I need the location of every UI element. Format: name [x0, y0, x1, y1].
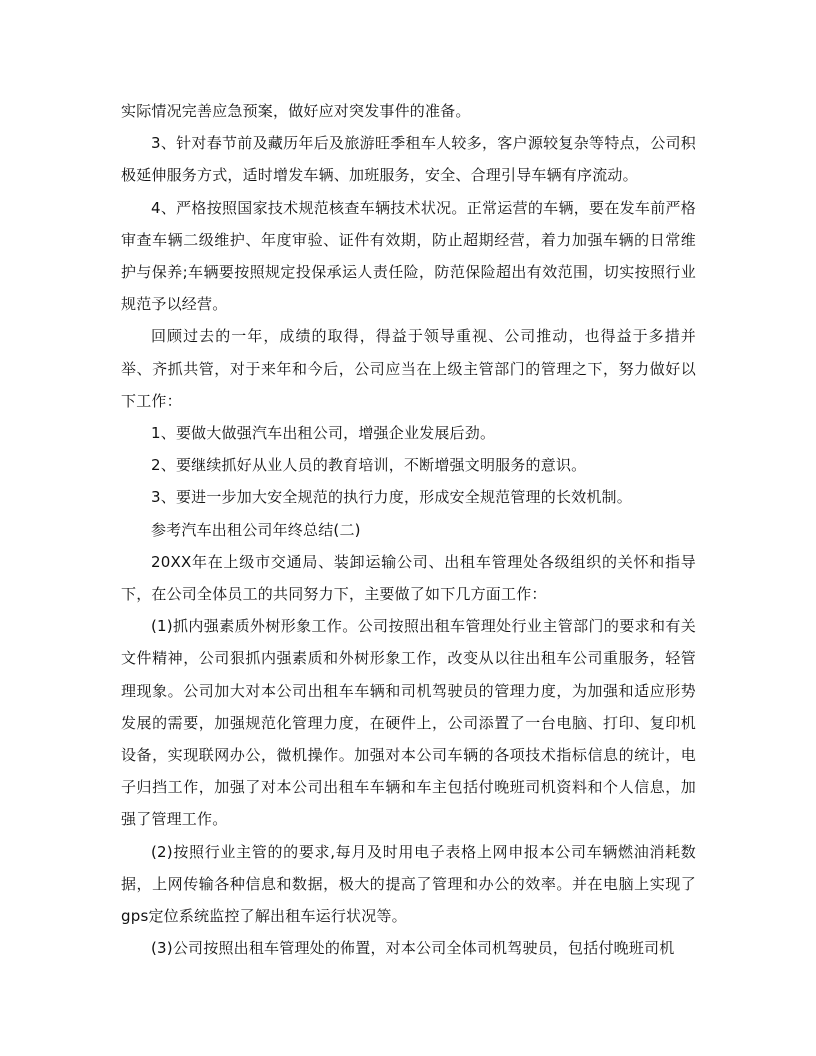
paragraph-emergency-plan: 实际情况完善应急预案，做好应对突发事件的准备。	[121, 102, 471, 120]
paragraph-item-4-vehicle-inspection: 4、严格按照国家技术规范核查车辆技术状况。正常运营的车辆，要在发车前严格审查车辆二级维护、年度审验、证件有效期，防止超期经营，着力加强车辆的日常维护与保养;车辆要按照规定投保承运人责任险，防范保险超出有效范围，切实按照行业规范予以经营。	[121, 198, 696, 314]
paragraph-task-2: 2、要继续抓好从业人员的教育培训，不断增强文明服务的意识。	[151, 456, 587, 475]
paragraph-item-3-peak-season: 3、针对春节前及藏历年后及旅游旺季租车人较多，客户源较复杂等特点，公司积极延伸服务方式，适时增发车辆、加班服务，安全、合理引导车辆有序流动。	[121, 134, 696, 185]
paragraph-intro-20xx: 20XX年在上级市交通局、装卸运输公司、出租车管理处各级组织的关怀和指导下，在公司全体员工的共同努力下，主要做了如下几方面工作：	[121, 552, 696, 604]
paragraph-work-item-2: (2)按照行业主管的的要求,每月及时用电子表格上网申报本公司车辆燃油消耗数据，上网传输各种信息和数据，极大的提高了管理和办公的效率。并在电脑上实现了gps定位系统监控了解出租车运行状况等。	[121, 842, 696, 926]
section-heading-summary-2: 参考汽车出租公司年终总结(二)	[151, 520, 361, 539]
paragraph-work-item-3: (3)公司按照出租车管理处的佈置，对本公司全体司机驾驶员，包括付晚班司机	[151, 939, 675, 958]
paragraph-task-3: 3、要进一步加大安全规范的执行力度，形成安全规范管理的长效机制。	[151, 488, 632, 507]
document-body	[121, 95, 696, 964]
paragraph-work-item-1: (1)抓内强素质外树形象工作。公司按照出租车管理处行业主管部门的要求和有关文件精神，公司狠抓内强素质和外树形象工作，改变从以往出租车公司重服务，轻管理现象。公司加大对本公司出租车车辆和司机驾驶员的管理力度，为加强和适应形势发展的需要，加强规范化管理力度，在硬件上，公司添置了一台电脑、打印、复印机设备，实现联网办公，微机操作。加强对本公司车辆的各项技术指标信息的统计，电子归挡工作，加强了对本公司出租车车辆和车主包括付晚班司机资料和个人信息，加强了管理工作。	[121, 617, 696, 829]
paragraph-task-1: 1、要做大做强汽车出租公司，增强企业发展后劲。	[151, 424, 496, 443]
paragraph-year-review: 回顾过去的一年，成绩的取得，得益于领导重视、公司推动，也得益于多措并举、齐抓共管，对于来年和今后，公司应当在上级主管部门的管理之下，努力做好以下工作：	[121, 327, 696, 410]
